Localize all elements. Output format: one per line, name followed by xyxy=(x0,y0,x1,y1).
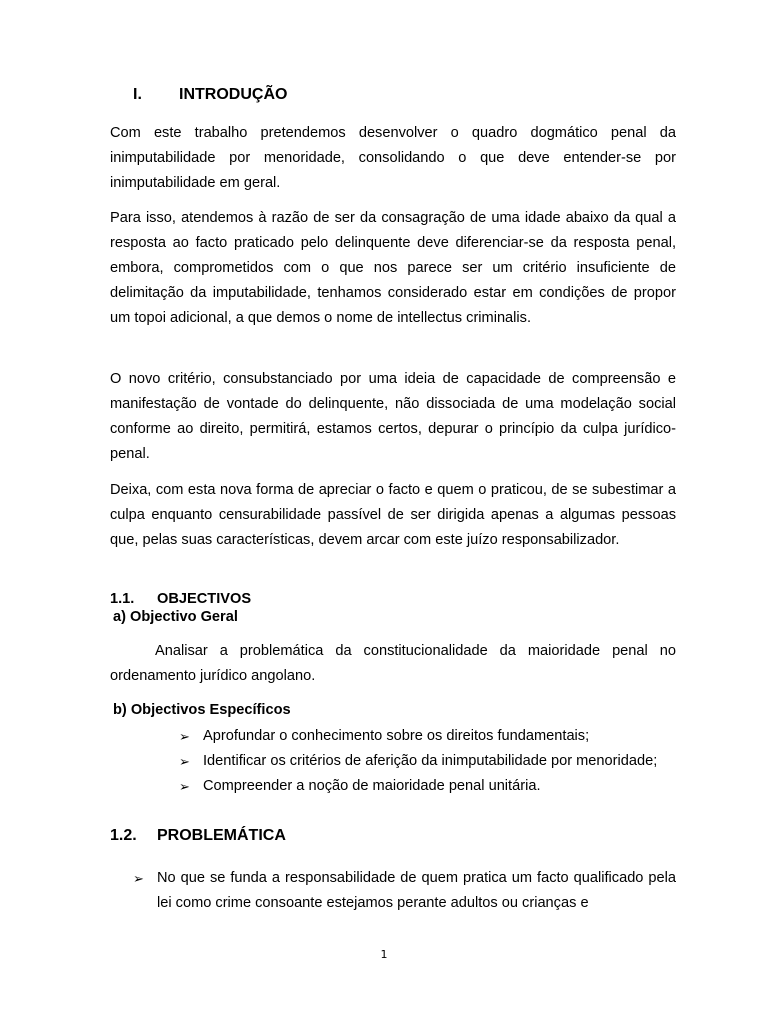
section-heading-introducao xyxy=(133,86,287,104)
objective-specific-heading: b) Objectivos Específicos xyxy=(113,702,291,718)
arrow-bullet-icon: ➢ xyxy=(133,871,144,886)
section-title: PROBLEMÁTICA xyxy=(157,827,286,844)
subsection-title: OBJECTIVOS xyxy=(157,591,252,607)
objective-general-text: Analisar a problemática da constitucionalidade da maioridade penal no ordenamento jurídico angolano. xyxy=(110,643,676,684)
page-number: 1 xyxy=(380,948,388,961)
section-title: INTRODUÇÃO xyxy=(179,86,288,103)
list-item: ➢ Compreender a noção de maioridade penal unitária. xyxy=(179,774,676,799)
section-heading-problematica xyxy=(110,827,286,845)
subsection-heading-objectivos xyxy=(110,591,251,607)
section-number: 1.2. xyxy=(110,827,137,844)
paragraph: Deixa, com esta nova forma de apreciar o facto e quem o praticou, de se subestimar a culpa enquanto censurabilidade passível de ser dirigida apenas a algumas pessoas que, pelas suas características, devem arcar com este juízo responsabilizador. xyxy=(110,482,676,548)
arrow-bullet-icon: ➢ xyxy=(179,729,190,744)
problem-list xyxy=(133,866,676,916)
paragraph: Com este trabalho pretendemos desenvolver o quadro dogmático penal da inimputabilidade por menoridade, consolidando o que deve entender-se por inimputabilidade em geral. xyxy=(110,125,676,191)
specific-objectives-list xyxy=(179,724,676,799)
paragraph: O novo critério, consubstanciado por uma ideia de capacidade de compreensão e manifestação de vontade do delinquente, não dissociada de uma modelação social conforme ao direito, permitirá, estamos certos, depurar o princípio da culpa jurídico-penal. xyxy=(110,371,676,462)
list-item: ➢ Identificar os critérios de aferição da inimputabilidade por menoridade; xyxy=(179,749,676,774)
subsection-number: 1.1. xyxy=(110,591,135,607)
arrow-bullet-icon: ➢ xyxy=(179,754,190,769)
objective-general-heading: a) Objectivo Geral xyxy=(113,609,238,625)
list-item: ➢ No que se funda a responsabilidade de quem pratica um facto qualificado pela lei como crime consoante estejamos perante adultos ou crianças e xyxy=(133,866,676,916)
list-item: ➢ Aprofundar o conhecimento sobre os direitos fundamentais; xyxy=(179,724,676,749)
paragraph: Para isso, atendemos à razão de ser da consagração de uma idade abaixo da qual a resposta ao facto praticado pelo delinquente deve diferenciar-se da resposta penal, embora, comprometidos com o que nos parece ser um critério insuficiente de delimitação da imputabilidade, tenhamos considerado estar em condições de propor um topoi adicional, a que demos o nome de intellectus criminalis. xyxy=(110,210,676,326)
arrow-bullet-icon: ➢ xyxy=(179,779,190,794)
section-number: I. xyxy=(133,86,142,103)
